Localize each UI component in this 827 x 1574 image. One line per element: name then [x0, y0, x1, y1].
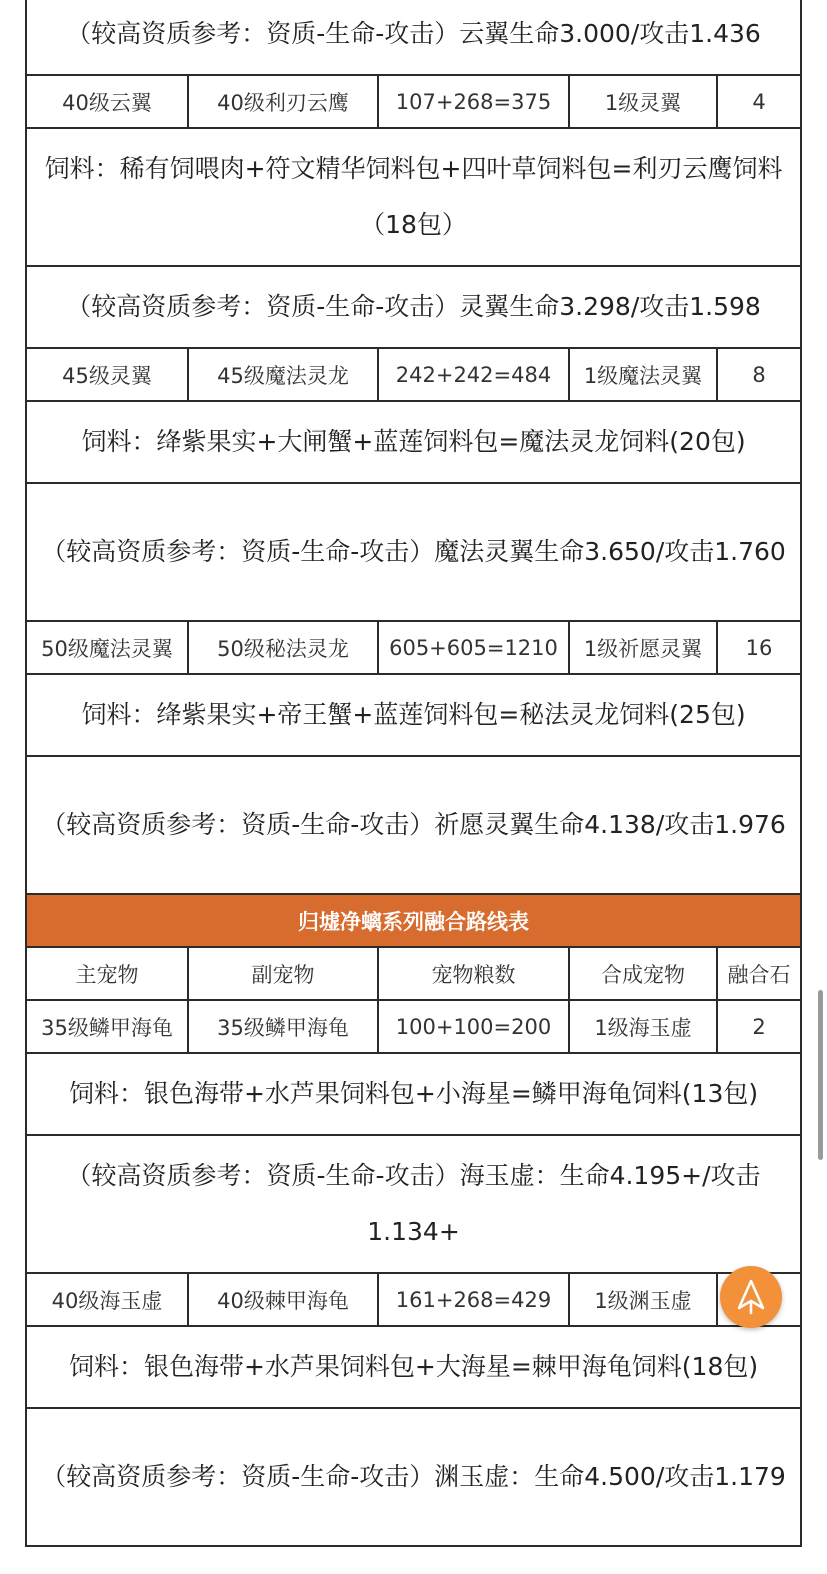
- table-cell: 40级利刃云鹰: [188, 75, 378, 128]
- table-cell: 40级棘甲海龟: [188, 1273, 378, 1326]
- column-header-row: [26, 947, 801, 1000]
- table-cell: 45级魔法灵龙: [188, 348, 378, 401]
- column-header: 副宠物: [188, 947, 378, 1000]
- reference-text: （较高资质参考：资质-生命-攻击）渊玉虚：生命4.500/攻击1.179: [26, 1408, 801, 1546]
- reference-text: （较高资质参考：资质-生命-攻击）魔法灵翼生命3.650/攻击1.760: [26, 483, 801, 621]
- feed-row: [26, 1326, 801, 1408]
- reference-text: （较高资质参考：资质-生命-攻击）灵翼生命3.298/攻击1.598: [26, 266, 801, 348]
- reference-row: [26, 1135, 801, 1273]
- section-title: 归墟净螭系列融合路线表: [26, 894, 801, 947]
- scrollbar[interactable]: [818, 990, 823, 1160]
- table-cell: 1级灵翼: [569, 75, 717, 128]
- feed-text: 饲料：绛紫果实+大闸蟹+蓝莲饲料包=魔法灵龙饲料(20包): [26, 401, 801, 483]
- table-row: [26, 1273, 801, 1326]
- table-row: [26, 621, 801, 674]
- feed-text: 饲料：银色海带+水芦果饲料包+大海星=棘甲海龟饲料(18包): [26, 1326, 801, 1408]
- feed-text: 饲料：绛紫果实+帝王蟹+蓝莲饲料包=秘法灵龙饲料(25包): [26, 674, 801, 756]
- feed-row: [26, 1053, 801, 1135]
- feed-text: 饲料：银色海带+水芦果饲料包+小海星=鳞甲海龟饲料(13包): [26, 1053, 801, 1135]
- reference-row: [26, 1408, 801, 1546]
- reference-text: （较高资质参考：资质-生命-攻击）海玉虚：生命4.195+/攻击1.134+: [26, 1135, 801, 1273]
- table-cell: 50级魔法灵翼: [26, 621, 188, 674]
- feed-row: [26, 674, 801, 756]
- section-title-row: [26, 894, 801, 947]
- table-cell: 40级海玉虚: [26, 1273, 188, 1326]
- table-cell: 2: [717, 1000, 801, 1053]
- table-cell: 242+242=484: [378, 348, 569, 401]
- table-cell: 100+100=200: [378, 1000, 569, 1053]
- table-cell: 161+268=429: [378, 1273, 569, 1326]
- table-cell: 50级秘法灵龙: [188, 621, 378, 674]
- table-cell: 45级灵翼: [26, 348, 188, 401]
- column-header: 合成宠物: [569, 947, 717, 1000]
- reference-text: （较高资质参考：资质-生命-攻击）云翼生命3.000/攻击1.436: [26, 0, 801, 75]
- feed-row: [26, 128, 801, 266]
- table-cell: 1级渊玉虚: [569, 1273, 717, 1326]
- table-cell: 35级鳞甲海龟: [188, 1000, 378, 1053]
- table-cell: 4: [717, 75, 801, 128]
- table-cell: 1级祈愿灵翼: [569, 621, 717, 674]
- arrow-up-icon: [720, 1266, 782, 1328]
- table-cell: 35级鳞甲海龟: [26, 1000, 188, 1053]
- reference-text: （较高资质参考：资质-生命-攻击）祈愿灵翼生命4.138/攻击1.976: [26, 756, 801, 894]
- reference-row: [26, 266, 801, 348]
- table-row: [26, 1000, 801, 1053]
- reference-row: [26, 483, 801, 621]
- table-cell: 40级云翼: [26, 75, 188, 128]
- table-row: [26, 75, 801, 128]
- column-header: 宠物粮数: [378, 947, 569, 1000]
- table-cell: 8: [717, 348, 801, 401]
- column-header: 融合石: [717, 947, 801, 1000]
- feed-text: 饲料：稀有饲喂肉+符文精华饲料包+四叶草饲料包=利刃云鹰饲料（18包）: [26, 128, 801, 266]
- table-cell: 1级魔法灵翼: [569, 348, 717, 401]
- back-to-top-button[interactable]: [720, 1266, 782, 1328]
- table-body: [26, 0, 801, 1546]
- feed-row: [26, 401, 801, 483]
- reference-row: [26, 756, 801, 894]
- table-cell: 1级海玉虚: [569, 1000, 717, 1053]
- fusion-route-table: [25, 0, 802, 1547]
- table-cell: 16: [717, 621, 801, 674]
- reference-row: [26, 0, 801, 75]
- table-cell: 605+605=1210: [378, 621, 569, 674]
- table-cell: 107+268=375: [378, 75, 569, 128]
- column-header: 主宠物: [26, 947, 188, 1000]
- table-row: [26, 348, 801, 401]
